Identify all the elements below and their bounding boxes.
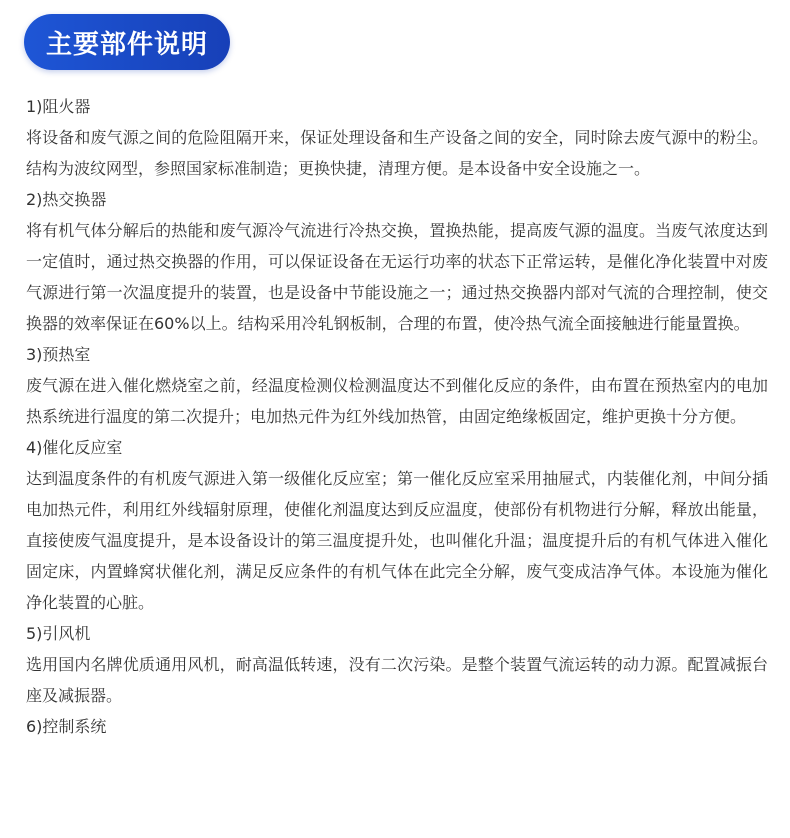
section-body-flame-arrester: 将设备和废气源之间的危险阻隔开来，保证处理设备和生产设备之间的安全，同时除去废气源中的粉尘。结构为波纹网型，参照国家标准制造；更换快捷，清理方便。是本设备中安全设施之一。 (26, 128, 768, 178)
page-title: 主要部件说明 (45, 29, 208, 60)
section-heading-flame-arrester: 1)阻火器 (26, 97, 91, 116)
section-heading-heat-exchanger: 2)热交换器 (26, 190, 107, 209)
section-body-catalytic-chamber: 达到温度条件的有机废气源进入第一级催化反应室；第一催化反应室采用抽屉式，内装催化剂，中间分插电加热元件，利用红外线辐射原理，使催化剂温度达到反应温度，使部份有机物进行分解，释放出能量，直接使废气温度提升，是本设备设计的第三温度提升处，也叫催化升温；温度提升后的有机气体进入催化固定床，内置蜂窝状催化剂，满足反应条件的有机气体在此完全分解，废气变成洁净气体。本设施为催化净化装置的心脏。 (26, 469, 768, 612)
section-title-badge (24, 14, 230, 70)
section-body-heat-exchanger: 将有机气体分解后的热能和废气源冷气流进行冷热交换，置换热能，提高废气源的温度。当废气浓度达到一定值时，通过热交换器的作用，可以保证设备在无运行功率的状态下正常运转，是催化净化装置中对废气源进行第一次温度提升的装置，也是设备中节能设施之一；通过热交换器内部对气流的合理控制，使交换器的效率保证在60%以上。结构采用冷轧钢板制，合理的布置，使冷热气流全面接触进行能量置换。 (26, 221, 768, 333)
section-body-preheat-chamber: 废气源在进入催化燃烧室之前，经温度检测仪检测温度达不到催化反应的条件，由布置在预热室内的电加热系统进行温度的第二次提升；电加热元件为红外线加热管，由固定绝缘板固定，维护更换十分方便。 (26, 376, 768, 426)
section-heading-preheat-chamber: 3)预热室 (26, 345, 91, 364)
section-body-induced-fan: 选用国内名牌优质通用风机，耐高温低转速，没有二次污染。是整个装置气流运转的动力源。配置减振台座及减振器。 (26, 655, 768, 705)
section-heading-induced-fan: 5)引风机 (26, 624, 91, 643)
section-heading-control-system: 6)控制系统 (26, 717, 107, 736)
component-description-list (26, 91, 768, 742)
section-heading-catalytic-chamber: 4)催化反应室 (26, 438, 123, 457)
